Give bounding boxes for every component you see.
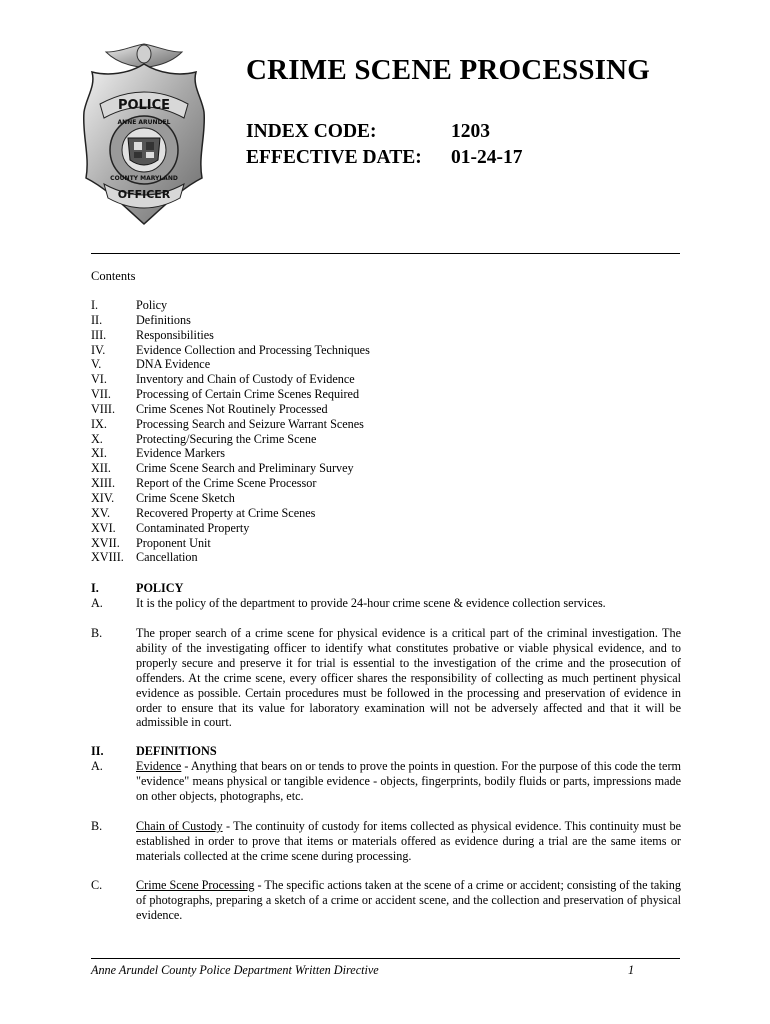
effective-date-label: EFFECTIVE DATE: xyxy=(246,147,422,168)
contents-item-label: Proponent Unit xyxy=(136,535,211,550)
section-heading: DEFINITIONS xyxy=(136,744,217,758)
contents-item xyxy=(91,446,370,461)
paragraph-label: B. xyxy=(91,819,103,833)
contents-item-number: XIV. xyxy=(91,490,115,505)
contents-item-label: Processing Search and Seizure Warrant Scenes xyxy=(136,416,364,431)
document-title: CRIME SCENE PROCESSING xyxy=(246,54,651,86)
page-number: 1 xyxy=(628,963,635,977)
definition-evidence xyxy=(91,759,681,804)
header-divider xyxy=(91,253,680,254)
badge-ring-top-text: ANNE ARUNDEL xyxy=(117,119,171,126)
definition-text: - The specific actions taken at the scene of a crime or accident; consisting of the taking of photographs, preparing a sketch of a crime or accident scene, and the collection and preservation of physical evidence. xyxy=(136,878,681,922)
contents-item xyxy=(91,298,370,313)
contents-item-number: IX. xyxy=(91,416,107,431)
contents-item xyxy=(91,506,370,521)
contents-item-label: Definitions xyxy=(136,312,191,327)
policy-heading-row xyxy=(91,581,681,596)
contents-item-label: Inventory and Chain of Custody of Evidence xyxy=(136,372,355,387)
contents-item-number: X. xyxy=(91,431,103,446)
contents-item-label: Cancellation xyxy=(136,550,198,565)
contents-item-label: Evidence Collection and Processing Techniques xyxy=(136,342,370,357)
section-number: I. xyxy=(91,581,99,595)
contents-item-label: Policy xyxy=(136,298,168,312)
badge-ring-bottom-text: COUNTY MARYLAND xyxy=(110,175,178,182)
section-heading: POLICY xyxy=(136,581,184,595)
contents-item-label: Processing of Certain Crime Scenes Required xyxy=(136,387,360,402)
contents-item-number: II. xyxy=(91,312,103,327)
contents-item xyxy=(91,536,370,551)
paragraph-label: A. xyxy=(91,759,103,773)
badge-police-text: POLICE xyxy=(117,98,171,113)
contents-item xyxy=(91,461,370,476)
police-badge-logo xyxy=(76,38,212,228)
contents-item xyxy=(91,372,370,387)
paragraph-text xyxy=(136,759,681,804)
contents-item xyxy=(91,328,370,343)
contents-item-number: XII. xyxy=(91,461,111,476)
paragraph-text xyxy=(136,878,681,923)
contents-item-label: DNA Evidence xyxy=(136,357,211,372)
contents-item xyxy=(91,357,370,372)
section-number: II. xyxy=(91,744,104,758)
contents-item xyxy=(91,313,370,328)
contents-item xyxy=(91,491,370,506)
policy-paragraph-b xyxy=(91,626,681,730)
contents-item-label: Contaminated Property xyxy=(136,520,250,535)
contents-item-number: XV. xyxy=(91,505,111,520)
contents-item-number: XI. xyxy=(91,446,107,461)
contents-item xyxy=(91,417,370,432)
contents-item-label: Report of the Crime Scene Processor xyxy=(136,476,317,491)
definition-text: - The continuity of custody for items collected as physical evidence. This continuity must be established in order to prove that items or materials offered as evidence during a trial are the same items or materials collected at the crime scene during processing. xyxy=(136,819,681,863)
contents-item-number: XIII. xyxy=(91,476,116,491)
effective-date-value: 01-24-17 xyxy=(451,147,523,168)
definition-crime-scene-processing xyxy=(91,878,681,923)
defined-term: Crime Scene Processing xyxy=(136,878,255,892)
contents-item-number: XVII. xyxy=(91,535,120,550)
contents-item-number: I. xyxy=(91,298,99,312)
index-code-label: INDEX CODE: xyxy=(246,121,377,142)
paragraph-label: A. xyxy=(91,596,103,610)
index-code-row xyxy=(246,121,490,143)
contents-item-label: Protecting/Securing the Crime Scene xyxy=(136,431,317,446)
paragraph-label: C. xyxy=(91,878,103,892)
contents-item xyxy=(91,476,370,491)
contents-item xyxy=(91,432,370,447)
contents-item-label: Crime Scenes Not Routinely Processed xyxy=(136,401,328,416)
paragraph-label: B. xyxy=(91,626,103,640)
defined-term: Evidence xyxy=(136,759,182,773)
contents-item-number: VII. xyxy=(91,387,111,402)
index-code-value: 1203 xyxy=(451,121,490,142)
paragraph-text: The proper search of a crime scene for physical evidence is a critical part of the criminal investigation. The ability of the investigating officer to identify what constitutes probative or viable physical evidence, and to properly secure and preserve it for trial is essential to the investigation of the crime and the prosecution of offenders. At the crime scene, every officer shares the responsibility of collecting as much pertinent physical evidence as possible. Certain procedures must be followed in the processing and preservation of evidence in order to ensure that its value for laboratory examination will not be adversely affected and that it will be admissible in court. xyxy=(136,626,681,730)
contents-item xyxy=(91,387,370,402)
policy-paragraph-a xyxy=(91,596,681,611)
footer-text: Anne Arundel County Police Department Written Directive xyxy=(91,963,379,977)
contents-item-label: Evidence Markers xyxy=(136,446,225,461)
contents-item xyxy=(91,343,370,358)
contents-item-number: V. xyxy=(91,357,102,372)
effective-date-row xyxy=(246,147,523,169)
contents-item xyxy=(91,402,370,417)
contents-item xyxy=(91,550,370,565)
contents-item-label: Crime Scene Sketch xyxy=(136,490,235,505)
defined-term: Chain of Custody xyxy=(136,819,223,833)
paragraph-text: It is the policy of the department to provide 24-hour crime scene & evidence collection services. xyxy=(136,596,606,610)
contents-item-label: Crime Scene Search and Preliminary Survey xyxy=(136,461,354,476)
definitions-heading-row xyxy=(91,744,681,759)
contents-item-number: VI. xyxy=(91,372,107,387)
contents-heading: Contents xyxy=(91,269,136,283)
contents-item-label: Recovered Property at Crime Scenes xyxy=(136,505,316,520)
footer-divider xyxy=(91,958,680,959)
definition-chain-of-custody xyxy=(91,819,681,864)
definition-text: - Anything that bears on or tends to prove the points in question. For the purpose of this code the term "evidence" means physical or tangible evidence - objects, fingerprints, bodily fluids or parts, impressions made on other objects, photographs, etc. xyxy=(136,759,681,803)
paragraph-text xyxy=(136,819,681,864)
contents-item-label: Responsibilities xyxy=(136,327,214,342)
contents-item-number: IV. xyxy=(91,342,106,357)
contents-item-number: XVIII. xyxy=(91,550,124,565)
contents-item-number: III. xyxy=(91,327,107,342)
contents-item xyxy=(91,521,370,536)
badge-officer-text: OFFICER xyxy=(117,188,171,201)
contents-item-number: VIII. xyxy=(91,401,116,416)
contents-list xyxy=(91,298,370,565)
contents-item-number: XVI. xyxy=(91,520,116,535)
